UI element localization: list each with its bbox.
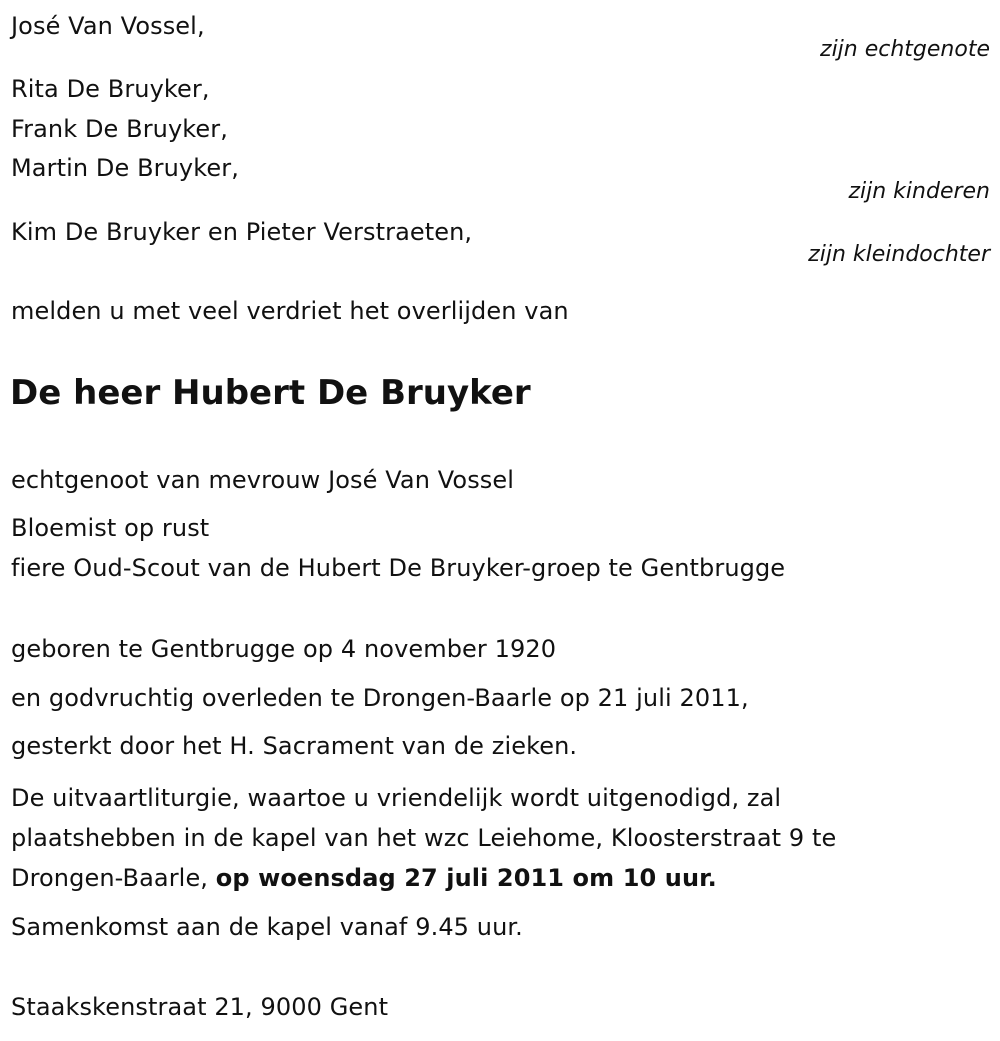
children-role: zijn kinderen xyxy=(848,179,990,204)
funeral-text-line: De uitvaartliturgie, waartoe u vriendelijk wordt uitgenodigd, zal xyxy=(11,784,782,812)
grandchild-name: Kim De Bruyker en Pieter Verstraeten, xyxy=(11,218,473,246)
gathering-text: Samenkomst aan de kapel vanaf 9.45 uur. xyxy=(11,913,523,941)
scout-text: fiere Oud-Scout van de Hubert De Bruyker-groep te Gentbrugge xyxy=(11,554,786,582)
funeral-date: op woensdag 27 juli 2011 om 10 uur. xyxy=(215,864,717,892)
spouse-of-text: echtgenoot van mevrouw José Van Vossel xyxy=(11,466,515,494)
spouse-name: José Van Vossel, xyxy=(11,12,205,40)
child-name: Frank De Bruyker, xyxy=(11,115,228,143)
sacrament-text: gesterkt door het H. Sacrament van de zieken. xyxy=(11,732,578,760)
funeral-text-line xyxy=(11,863,717,893)
funeral-place: Drongen-Baarle, xyxy=(11,864,216,892)
announcement-text: melden u met veel verdriet het overlijden van xyxy=(11,297,569,325)
child-name: Rita De Bruyker, xyxy=(11,75,210,103)
death-text: en godvruchtig overleden te Drongen-Baarle op 21 juli 2011, xyxy=(11,684,749,712)
spouse-role: zijn echtgenote xyxy=(820,37,990,62)
funeral-text-line: plaatshebben in de kapel van het wzc Leiehome, Kloosterstraat 9 te xyxy=(11,824,837,852)
address-text: Staakskenstraat 21, 9000 Gent xyxy=(11,993,389,1021)
birth-text: geboren te Gentbrugge op 4 november 1920 xyxy=(11,635,557,663)
grandchild-role: zijn kleindochter xyxy=(808,242,990,267)
child-name: Martin De Bruyker, xyxy=(11,154,239,182)
deceased-name: De heer Hubert De Bruyker xyxy=(10,373,531,413)
profession-text: Bloemist op rust xyxy=(11,514,210,542)
